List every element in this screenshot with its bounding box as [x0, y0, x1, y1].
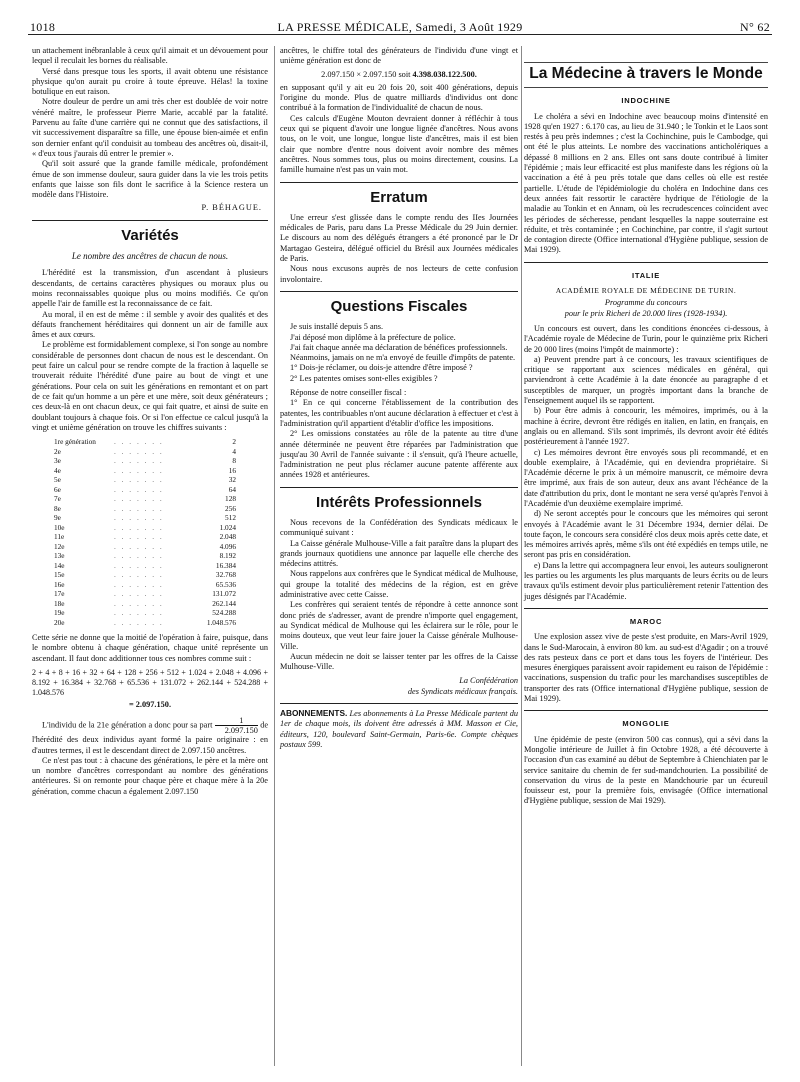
paragraph: Un concours est ouvert, dans les conditions énoncées ci-dessous, à l'Académie royale de Médecine de Turin, pour le quinzième prix Richeri de 20 000 lires (moins l'impôt de mainmorte) : [524, 323, 768, 354]
fraction-denominator: 2.097.150 [224, 726, 258, 736]
generation-row [54, 447, 236, 457]
subscriptions-text: Les abonnements à La Presse Médicale partent du 1er de chaque mois, ils doivent être adressés à MM. Masson et Cie, éditeurs, 120, boulevard Saint-Germain, Paris-6e. Compte chèques postaux 599. [280, 709, 519, 749]
generation-value: 512 [225, 513, 236, 523]
paragraph: 2° Les patentes omises sont-elles exigibles ? [290, 373, 438, 383]
leader-dots: . . . . . . . [114, 608, 164, 618]
divider [280, 182, 518, 183]
generation-value: 8 [232, 456, 236, 466]
country-italie: ITALIE [632, 270, 660, 280]
generation-value: 524.288 [212, 608, 236, 618]
generation-row [54, 570, 236, 580]
paragraph: Le problème est formidablement complexe, si l'on songe au nombre considérable de personnes dont chacun de nous est le descendant. On peut faire un calcul pour se rendre compte de la fraction à laquelle se trouverait réduite l'hérédité d'une paire au bout de vingt et une générations. Pour cela on suit les générations en remontant et on part de ce fait qu'un homme a un père et une mère, soit deux générateurs ; ces deux-là en ont chacun deux, ce qui fait quatre, et ainsi de suite en doublant toujours à chaque fois. Or si l'on effectue ce calcul jusqu'à la vingt et unième génération on trouve les chiffres suivants : [32, 340, 268, 432]
generation-label: 14e [54, 560, 65, 570]
paragraph: ancêtres, le chiffre total des générateurs de l'individu d'une vingt et unième génération est donc de [280, 46, 518, 66]
leader-dots: . . . . . . . [114, 503, 164, 513]
paragraph: b) Pour être admis à concourir, les mémoires, imprimés, ou à la machine à écrire, devront être rédigés en italien, en latin, en français, en anglais ou en allemand. S'ils sont imprimés, ils devront avoir été édités postérieurement à l'année 1927. [524, 406, 768, 447]
generation-row [54, 466, 236, 476]
generation-value: 16.384 [215, 560, 236, 570]
generation-row [54, 475, 236, 485]
paragraph: Néanmoins, jamais on ne m'a envoyé de feuille d'impôts de patente. [290, 353, 516, 363]
sum-total: = 2.097.150. [128, 699, 172, 709]
column-right [524, 46, 768, 807]
divider [524, 62, 768, 63]
paragraph: Une explosion assez vive de peste s'est produite, en Mars-Avril 1929, dans le Sud-Marocain, à environ 80 km. au sud-est d'Agadir ; on a trouvé des rats pesteux dans ce port et dans tous les foyers de l'intérieur. Des mesures énergiques paraissent avoir rapidement eu raison de l'épidémie : vaccinations, suspension du trafic pour les marchandises susceptibles de transporter des rats (Office international d'Hygiène publique, session de Mai 1929). [524, 632, 768, 704]
divider [524, 87, 768, 88]
paragraph: un attachement inébranlable à ceux qu'il aimait et un dévouement pour lequel il reculait les bornes du réalisable. [32, 46, 268, 66]
generation-label: 1re génération [54, 437, 96, 447]
leader-dots: . . . . . . . [114, 541, 164, 551]
generation-value: 1.024 [219, 522, 236, 532]
paragraph: Ce n'est pas tout : à chacune des générations, le père et la mère ont un nombre d'ancêtres correspondant au nombre des générations antérieures. Si on remonte pour chaque père et chaque mère à la 20e génération, comme chacun a également 2.097.150 [32, 755, 268, 796]
divider [524, 608, 768, 609]
leader-dots: . . . . . . . [114, 617, 164, 627]
page-header [28, 6, 772, 35]
generation-value: 131.072 [212, 589, 236, 599]
generation-label: 20e [54, 617, 65, 627]
generation-label: 10e [54, 522, 65, 532]
paragraph: c) Les mémoires devront être envoyés sous pli recommandé, et en double exemplaire, à l'Académie, qui en deviendra propriétaire. Si l'Académie décerne le prix à un mémoire manuscrit, ce mémoire devra être imprimé, aux frais de son auteur, deux ans avant l'échéance de la date d'attribution du prix, dont le montant ne sera versé qu'après l'envoi à l'Académie d'un deuxième exemplaire imprimé. [524, 447, 768, 508]
section-title-erratum: Erratum [370, 188, 428, 206]
generation-row [54, 599, 236, 609]
paragraph: Réponse de notre conseiller fiscal : [290, 388, 407, 398]
signed-by-1: La Confédération [459, 676, 518, 686]
section-title-interets: Intérêts Professionnels [316, 493, 482, 511]
paragraph: La Caisse générale Mulhouse-Ville a fait paraître dans la plupart des grands journaux quotidiens une annonce par laquelle elle cherche des médecins attitrés. [280, 538, 518, 569]
leader-dots: . . . . . . . [114, 551, 164, 561]
generation-row [54, 523, 236, 533]
leader-dots: . . . . . . . [114, 513, 164, 523]
column-left [32, 46, 268, 797]
generation-label: 11e [54, 532, 65, 542]
generation-label: 7e [54, 494, 61, 504]
leader-dots: . . . . . . . [114, 522, 164, 532]
section-title-varietes: Variétés [121, 226, 179, 244]
fraction [215, 716, 258, 735]
paragraph: 2° Les omissions constatées au rôle de la patente au titre d'une année déterminée ne peuvent être réparées par l'administration que jusqu'au 30 Avril de l'année suivante : il s'ensuit, qu'à l'heure actuelle, l'administration ne peut plus réclamer aucune patente afférente aux années 1928 et antérieures. [280, 429, 518, 480]
paragraph: d) Ne seront acceptés pour le concours que les mémoires qui seront envoyés à l'Académie avant le 31 Décembre 1934, dernier délai. De toute façon, le concours sera considéré clos deux mois après cette date, et les mémoires arrivés après, même s'ils ont été expédiés en temps utile, ne seront pas pris en considération. [524, 509, 768, 560]
paragraph: Aucun médecin ne doit se laisser tenter par les offres de la Caisse Mulhouse-Ville. [280, 651, 518, 672]
country-maroc: MAROC [629, 616, 663, 626]
masthead: LA PRESSE MÉDICALE, Samedi, 3 Août 1929 [277, 20, 523, 34]
generation-value: 16 [228, 465, 236, 475]
divider [524, 710, 768, 711]
generation-label: 5e [54, 475, 61, 485]
leader-dots: . . . . . . . [114, 475, 164, 485]
paragraph: Versé dans presque tous les sports, il avait obtenu une résistance physique qu'on aurait pu croire à toute épreuve. Hélas! la toxine botulique en eut raison. [32, 66, 268, 97]
heredity-lead: L'individu de la 21e génération a donc pour sa part [42, 720, 213, 730]
generation-label: 18e [54, 598, 65, 608]
generation-value: 4 [232, 446, 236, 456]
generation-value: 2.048 [219, 532, 236, 542]
paragraph: Ces calculs d'Eugène Mouton devraient donner à réfléchir à tous ceux qui se piquent d'avoir une longue lignée d'ancêtres. Nous avons tous, on le voit, une longue, longue liste d'ancêtres, mais il est bien clair que nombre d'entre nous doivent avoir nombre des mêmes ancêtres. Nous sommes tous, plus ou moins directement, cousins. La famille humaine n'est pas un vain mot. [280, 113, 518, 175]
paragraph: Nous nous excusons auprès de nos lecteurs de cette confusion involontaire. [280, 264, 518, 284]
generation-row [54, 513, 236, 523]
leader-dots: . . . . . . . [114, 570, 164, 580]
generation-value: 64 [228, 484, 236, 494]
generations-table [54, 437, 236, 627]
column-divider [274, 46, 275, 1066]
leader-dots: . . . . . . . [114, 579, 164, 589]
generation-label: 16e [54, 579, 65, 589]
divider [280, 291, 518, 292]
generation-row [54, 504, 236, 514]
country-indochine: INDOCHINE [621, 96, 671, 106]
generation-label: 6e [54, 484, 61, 494]
column-divider [521, 46, 522, 1066]
paragraph: Notre douleur de perdre un ami très cher est doublée de voir notre vénéré maître, le professeur Pierre Marie, accablé par la fatalité. Parvenu au faîte d'une carrière qui ne connut que des satisfactions, il vit successivement disparaître sa fille, une épouse bien-aimée et enfin son dernier enfant qu'il conduisit au tombeau des ancêtres où, disait-il, « d'eux tous j'aurais dû entrer le premier ». [32, 97, 268, 158]
generation-row [54, 494, 236, 504]
calc-result: 4.398.038.122.500. [412, 69, 477, 79]
leader-dots: . . . . . . . [114, 589, 164, 599]
generation-row [54, 437, 236, 447]
paragraph: Qu'il soit assuré que la grande famille médicale, profondément émue de son immense douleur, saura guider dans la vie les trois petits enfants que laisse son fils dont le sacrifice à la Science restera un modèle dans l'Histoire. [32, 159, 268, 200]
generation-value: 65.536 [215, 579, 236, 589]
generation-row [54, 456, 236, 466]
generation-label: 4e [54, 465, 61, 475]
leader-dots: . . . . . . . [114, 446, 164, 456]
academy-name: ACADÉMIE ROYALE DE MÉDECINE DE TURIN. [555, 286, 737, 296]
generation-row [54, 618, 236, 628]
paragraph: e) Dans la lettre qui accompagnera leur envoi, les auteurs souligneront les parties ou les arguments les plus marquants de leurs écrits ou de leurs travaux qu'ils estiment devoir plus particulièrement retenir l'attention des juges désignés par l'Académie. [524, 560, 768, 601]
country-mongolie: MONGOLIE [622, 719, 670, 729]
divider [524, 262, 768, 263]
generation-row [54, 580, 236, 590]
paragraph: en supposant qu'il y ait eu 20 fois 20, soit 400 générations, depuis l'origine du monde. Plus de quatre milliards d'individus ont donc contribué à la formation de l'individualité de chacun de nous. [280, 82, 518, 113]
subscriptions-note [280, 708, 518, 750]
program-subtitle: pour le prix Richeri de 20.000 lires (1928-1934). [564, 308, 728, 318]
leader-dots: . . . . . . . [114, 465, 164, 475]
paragraph [32, 716, 268, 756]
paragraph: Une erreur s'est glissée dans le compte rendu des IIes Journées médicales de Paris, paru dans La Presse Médicale du 29 Juin dernier. Le discours au nom des délégués étrangers a été prononcé par le Dr Martagao Gesteira, délégué officiel du Brésil aux Journées médicales de Paris. [280, 212, 518, 264]
paragraph: 1° En ce qui concerne l'établissement de la contribution des patentes, les contribuables n'ont aucune déclaration à effectuer et c'est à l'administration qu'il appartient d'établir d'office les impositions. [280, 398, 518, 428]
signed-by-2: des Syndicats médicaux français. [407, 686, 518, 696]
paragraph: Les confrères qui seraient tentés de répondre à cette annonce sont donc priés de s'adresser, avant de prendre n'importe quel engagement, au Syndicat médical de Mulhouse qui les éclairera sur le rôle, pour le moins douteux, que veut leur faire jouer la Caisse générale Mulhouse-Ville. [280, 600, 518, 651]
generation-label: 9e [54, 513, 61, 523]
paragraph: Nous recevons de la Confédération des Syndicats médicaux le communiqué suivant : [280, 517, 518, 538]
paragraph: 1° Dois-je réclamer, ou dois-je attendre d'être imposé ? [290, 363, 473, 373]
generation-row [54, 532, 236, 542]
calculation [280, 70, 518, 80]
leader-dots: . . . . . . . [114, 560, 164, 570]
paragraph: Le choléra a sévi en Indochine avec beaucoup moins d'intensité en 1928 qu'en 1927 : 6.170 cas, au lieu de 31.940 ; le Tonkin et le Laos sont restés à peu près indemnes ; c'est la Cochinchine, puis le Cambodge, qui ont été le plus atteints. Le nombre des vaccinations anticholériques a dépassé 8 millions en 2 ans. Elles ont sans doute contribué à limiter l'épidémie ; mais leur efficacité est plus manifeste dans les régions où la vaccination a été à peu près totale que dans celles où elle est restée partielle. L'étude de l'épidémiologie du choléra en Indochine dans ces deux années fait ressortir le caractère hydrique de l'étiologie de la maladie au Tonkin et en Annam, où les recrudescences coïncident avec les périodes de sécheresse, pendant lesquelles la nappe souterraine est réduite, et très contaminée ; en Cochinchine, par contre, il s'agit surtout de contagion directe (Office international d'Hygiène publique, session de Mai 1929). [524, 111, 768, 255]
page-number: 1018 [30, 20, 56, 34]
generation-value: 1.048.576 [206, 617, 236, 627]
generation-label: 17e [54, 589, 65, 599]
leader-dots: . . . . . . . [114, 494, 164, 504]
generation-label: 19e [54, 608, 65, 618]
fiscal-qa [280, 322, 518, 480]
generation-value: 128 [225, 494, 236, 504]
paragraph: Au moral, il en est de même : il semble y avoir des qualités et des défauts franchement héréditaires qui donnent un air de famille aux âmes et aux cœurs. [32, 309, 268, 340]
generation-value: 2 [232, 437, 236, 447]
paragraph: Une épidémie de peste (environ 500 cas connus), qui a sévi dans la Mongolie intérieure de Juillet à fin Octobre 1928, a été découverte à l'occasion d'un cas examiné au début de Septembre à Chienchiaten par le service sanitaire du chemin de fer sud-mandchourien. La possibilité de conservation du virus de la peste en Mandchourie par un écureuil fouisseur est, pour la première fois, envisagée (Office international d'Hygiène publique, session de Mai 1929). [524, 734, 768, 806]
calc-operands: 2.097.150 × 2.097.150 soit [321, 69, 411, 79]
paragraph: J'ai fait chaque année ma déclaration de bénéfices professionnels. [290, 342, 508, 352]
generation-row [54, 485, 236, 495]
generation-value: 8.192 [219, 551, 236, 561]
generation-row [54, 561, 236, 571]
leader-dots: . . . . . . . [114, 456, 164, 466]
paragraph: a) Peuvent prendre part à ce concours, les travaux scientifiques de critique se rapportant aux sciences médicales en général, qui parviendront à cette Académie à la date énoncée au paragraphe d et susceptibles de marquer, un progrès important dans la branche de l'enseignement auquel ils se rapportent. [524, 354, 768, 406]
program-title: Programme du concours [604, 298, 688, 308]
generation-label: 13e [54, 551, 65, 561]
generation-row [54, 608, 236, 618]
generation-value: 262.144 [212, 598, 236, 608]
section-title-fiscales: Questions Fiscales [330, 297, 468, 315]
generation-value: 32.768 [215, 570, 236, 580]
generation-label: 2e [54, 446, 61, 456]
subscriptions-label: ABONNEMENTS. [280, 708, 348, 719]
generation-label: 3e [54, 456, 61, 466]
leader-dots: . . . . . . . [114, 598, 164, 608]
paragraph: Cette série ne donne que la moitié de l'opération à faire, puisque, dans le nombre obtenu à chaque génération, chaque unité représente un ascendant. Il faut donc additionner tous ces nombres comme suit : [32, 633, 268, 663]
paragraph: Nous rappelons aux confrères que le Syndicat médical de Mulhouse, qui groupe la totalité des médecins de la région, est en grève administrative avec cette Caisse. [280, 569, 518, 600]
column-middle [280, 46, 518, 750]
generation-label: 15e [54, 570, 65, 580]
paragraph: J'ai déposé mon diplôme à la préfecture de police. [290, 332, 456, 342]
generation-label: 12e [54, 541, 65, 551]
generation-value: 4.096 [219, 541, 236, 551]
generation-value: 32 [228, 475, 236, 485]
paragraph: L'hérédité est la transmission, d'un ascendant à plusieurs descendants, de certains caractères physiques ou moraux plus ou moins reconnaissables quoique plus ou moins modifiés. Ce qu'on appelle l'air de famille est la reconnaissance de ce fait. [32, 268, 268, 309]
leader-dots: . . . . . . . [114, 484, 164, 494]
section-subtitle: Le nombre des ancêtres de chacun de nous. [71, 251, 229, 262]
signature: P. BÉHAGUE. [201, 203, 262, 213]
sum-line: 2 + 4 + 8 + 16 + 32 + 64 + 128 + 256 + 512 + 1.024 + 2.048 + 4.096 + 8.192 + 16.384 + 32.768 + 65.536 + 131.072 + 262.144 + 524.288 + 1.048.576 [32, 667, 268, 697]
leader-dots: . . . . . . . [114, 437, 164, 447]
generation-row [54, 589, 236, 599]
paragraph: Je suis installé depuis 5 ans. [290, 322, 384, 332]
divider [280, 703, 518, 704]
generation-value: 256 [225, 503, 236, 513]
issue-number: N° 62 [740, 20, 770, 34]
generation-label: 8e [54, 503, 61, 513]
section-title-medecine-monde: La Médecine à travers le Monde [529, 65, 763, 82]
generation-row [54, 551, 236, 561]
heredity-rest: de l'hérédité des deux individus ayant formé la paire originaire : en d'autres termes, il est le descendant direct de 2.097.150 ancêtres. [32, 720, 269, 755]
leader-dots: . . . . . . . [114, 532, 164, 542]
divider [280, 487, 518, 488]
generation-row [54, 542, 236, 552]
divider [32, 220, 268, 221]
fraction-numerator: 1 [215, 716, 258, 726]
